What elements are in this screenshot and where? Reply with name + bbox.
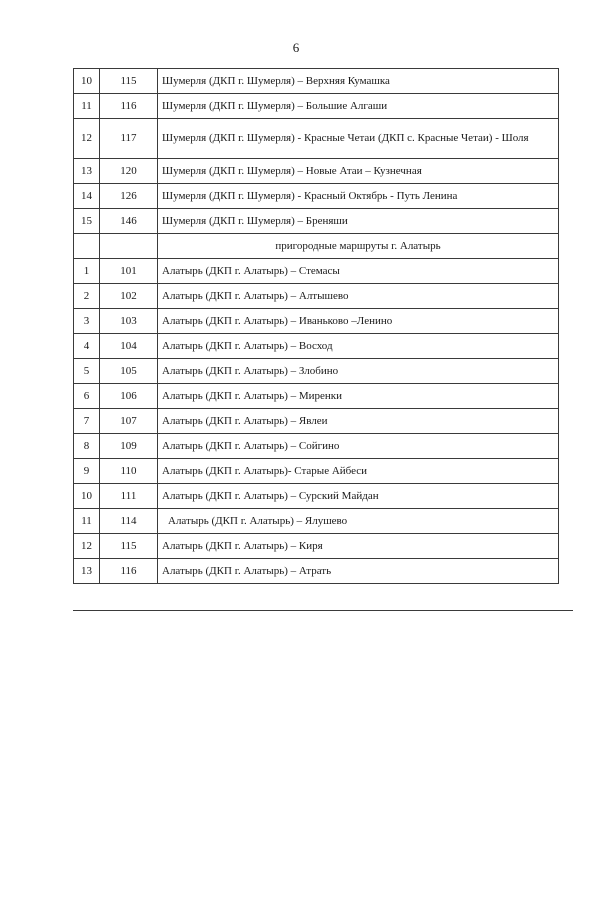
row-number: 11 — [74, 509, 100, 534]
routes-table — [73, 68, 559, 584]
route-number: 146 — [100, 209, 158, 234]
empty-cell — [74, 234, 100, 259]
row-number: 5 — [74, 359, 100, 384]
route-number: 104 — [100, 334, 158, 359]
row-number: 4 — [74, 334, 100, 359]
route-name: Алатырь (ДКП г. Алатырь) – Киря — [158, 534, 559, 559]
table-row — [74, 184, 559, 209]
route-number: 109 — [100, 434, 158, 459]
route-number: 126 — [100, 184, 158, 209]
route-number: 102 — [100, 284, 158, 309]
route-number: 120 — [100, 159, 158, 184]
row-number: 3 — [74, 309, 100, 334]
page-number: 6 — [292, 40, 300, 55]
route-name: Шумерля (ДКП г. Шумерля) – Большие Алгаши — [158, 94, 559, 119]
route-name: Алатырь (ДКП г. Алатырь) – Ялушево — [158, 509, 559, 534]
route-number: 106 — [100, 384, 158, 409]
route-number: 103 — [100, 309, 158, 334]
table-row — [74, 459, 559, 484]
empty-cell — [100, 234, 158, 259]
table-row — [74, 159, 559, 184]
route-name: Алатырь (ДКП г. Алатырь) – Алтышево — [158, 284, 559, 309]
table-row — [74, 119, 559, 159]
route-number: 115 — [100, 534, 158, 559]
route-name: Шумерля (ДКП г. Шумерля) – Бреняши — [158, 209, 559, 234]
route-name: Шумерля (ДКП г. Шумерля) - Красные Четаи (ДКП с. Красные Четаи) - Шоля — [158, 119, 559, 159]
table-row — [74, 384, 559, 409]
section-heading: пригородные маршруты г. Алатырь — [158, 234, 559, 259]
route-number: 117 — [100, 119, 158, 159]
row-number: 13 — [74, 559, 100, 584]
row-number: 2 — [74, 284, 100, 309]
route-number: 114 — [100, 509, 158, 534]
row-number: 13 — [74, 159, 100, 184]
row-number: 11 — [74, 94, 100, 119]
table-row — [74, 509, 559, 534]
table-row — [74, 359, 559, 384]
route-number: 115 — [100, 69, 158, 94]
table-row — [74, 559, 559, 584]
horizontal-divider — [73, 610, 573, 611]
row-number: 7 — [74, 409, 100, 434]
row-number: 8 — [74, 434, 100, 459]
route-name: Шумерля (ДКП г. Шумерля) – Новые Атаи – Кузнечная — [158, 159, 559, 184]
route-name: Алатырь (ДКП г. Алатырь) – Стемасы — [158, 259, 559, 284]
route-number: 101 — [100, 259, 158, 284]
section-heading-row — [74, 234, 559, 259]
table-row — [74, 409, 559, 434]
route-name: Алатырь (ДКП г. Алатырь) – Восход — [158, 334, 559, 359]
route-name: Алатырь (ДКП г. Алатырь) – Иваньково –Ленино — [158, 309, 559, 334]
table-row — [74, 484, 559, 509]
route-number: 110 — [100, 459, 158, 484]
route-name: Шумерля (ДКП г. Шумерля) – Верхняя Кумашка — [158, 69, 559, 94]
route-name: Алатырь (ДКП г. Алатырь)- Старые Айбеси — [158, 459, 559, 484]
route-name: Алатырь (ДКП г. Алатырь) – Явлеи — [158, 409, 559, 434]
route-number: 116 — [100, 94, 158, 119]
row-number: 12 — [74, 119, 100, 159]
table-row — [74, 69, 559, 94]
route-name: Алатырь (ДКП г. Алатырь) – Сурский Майдан — [158, 484, 559, 509]
route-number: 116 — [100, 559, 158, 584]
route-number: 105 — [100, 359, 158, 384]
row-number: 9 — [74, 459, 100, 484]
row-number: 1 — [74, 259, 100, 284]
row-number: 10 — [74, 69, 100, 94]
route-name: Шумерля (ДКП г. Шумерля) - Красный Октябрь - Путь Ленина — [158, 184, 559, 209]
table-row — [74, 309, 559, 334]
table-row — [74, 284, 559, 309]
row-number: 6 — [74, 384, 100, 409]
route-name: Алатырь (ДКП г. Алатырь) – Атрать — [158, 559, 559, 584]
table-row — [74, 434, 559, 459]
table-row — [74, 334, 559, 359]
route-name: Алатырь (ДКП г. Алатырь) – Злобино — [158, 359, 559, 384]
row-number: 15 — [74, 209, 100, 234]
route-number: 107 — [100, 409, 158, 434]
table-row — [74, 534, 559, 559]
route-number: 111 — [100, 484, 158, 509]
row-number: 12 — [74, 534, 100, 559]
row-number: 10 — [74, 484, 100, 509]
route-name: Алатырь (ДКП г. Алатырь) – Сойгино — [158, 434, 559, 459]
route-name: Алатырь (ДКП г. Алатырь) – Миренки — [158, 384, 559, 409]
table-row — [74, 209, 559, 234]
row-number: 14 — [74, 184, 100, 209]
table-row — [74, 94, 559, 119]
table-row — [74, 259, 559, 284]
